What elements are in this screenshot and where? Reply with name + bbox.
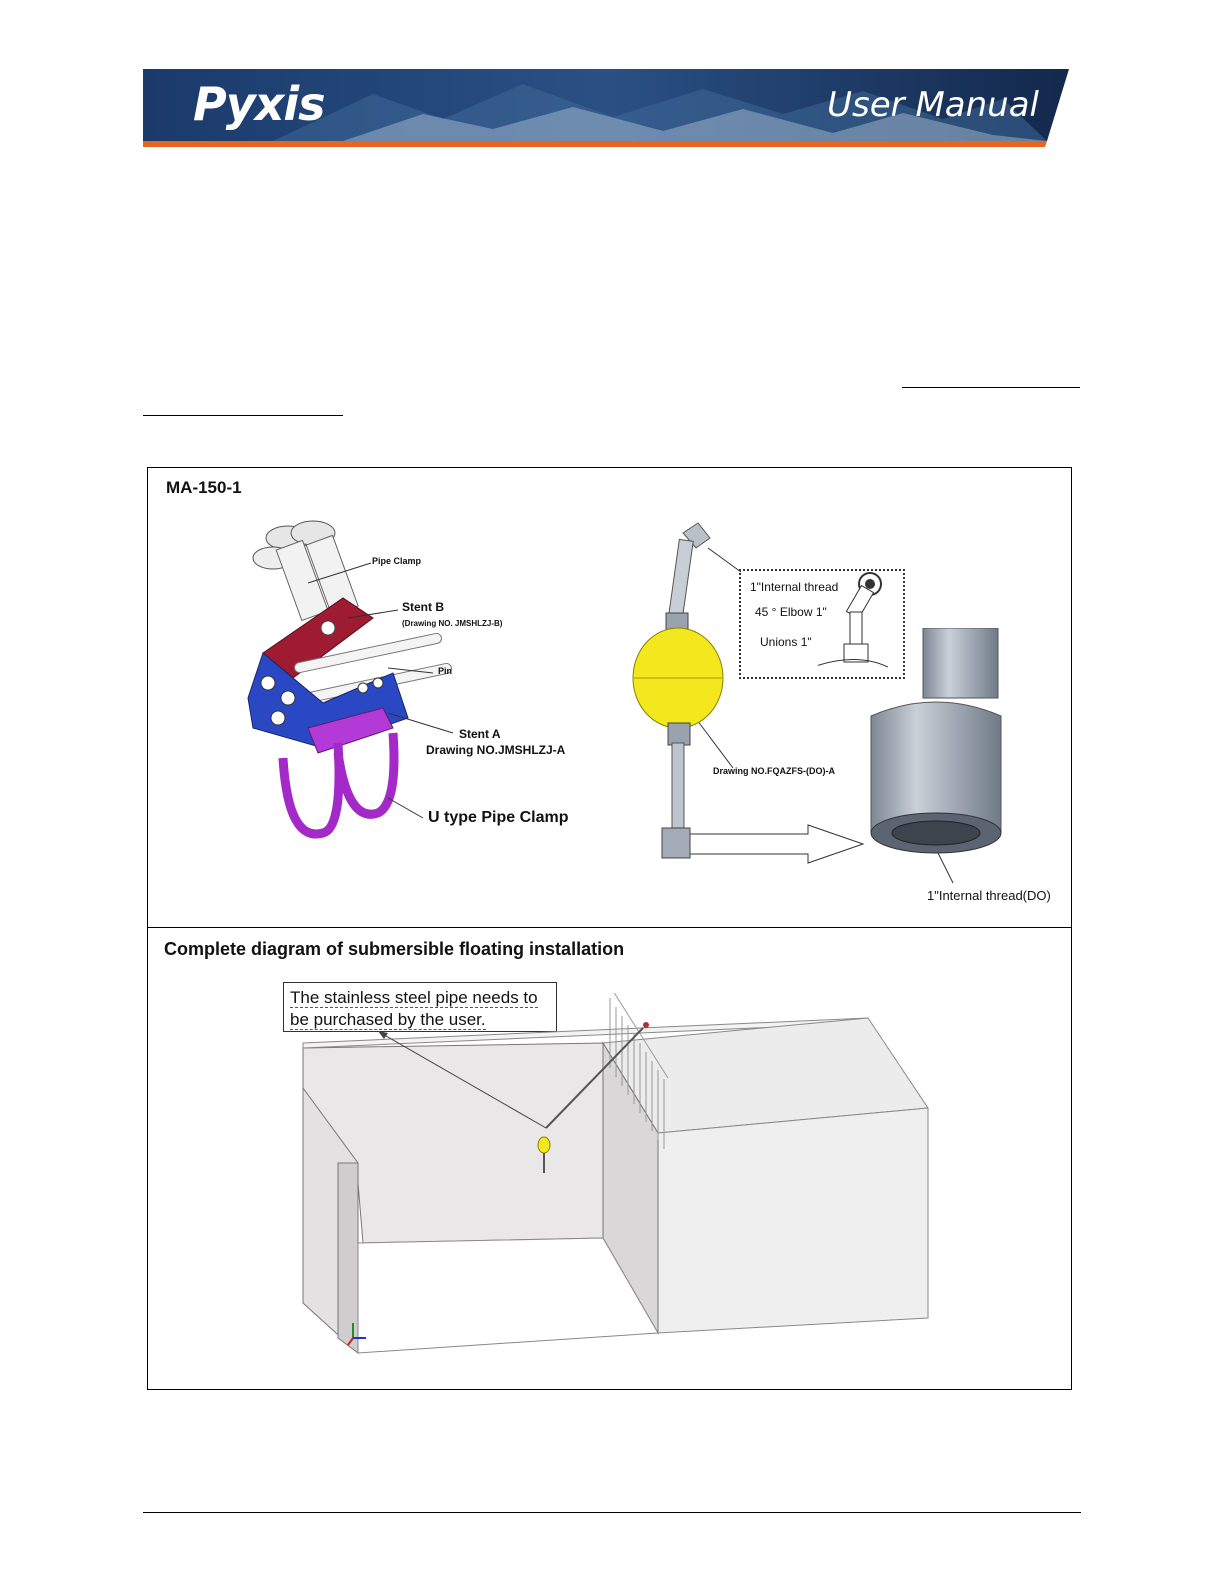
- label-stent-a: Stent A: [459, 727, 501, 741]
- float-assembly-illustration: [618, 518, 738, 868]
- label-internal-thread-top: 1"Internal thread: [750, 580, 839, 594]
- installation-title: Complete diagram of submersible floating installation: [164, 939, 625, 959]
- label-pin: Pin: [438, 666, 453, 676]
- label-u-clamp: U type Pipe Clamp: [428, 809, 569, 826]
- footer-rule: [143, 1512, 1081, 1513]
- label-internal-thread-do: 1"Internal thread(DO): [927, 888, 1051, 903]
- note-line-1: The stainless steel pipe needs to: [290, 988, 538, 1007]
- label-elbow: 45 ° Elbow 1": [755, 605, 827, 619]
- label-unions: Unions 1": [760, 635, 812, 649]
- header-banner: [143, 69, 1081, 149]
- label-stent-a-drawing: Drawing NO.JMSHLZJ-A: [426, 743, 566, 757]
- label-stent-b-drawing: (Drawing NO. JMSHLZJ-B): [402, 619, 503, 628]
- label-pipe-clamp: Pipe Clamp: [372, 556, 422, 566]
- model-title: MA-150-1: [166, 478, 242, 497]
- do-fitting-illustration: [866, 628, 1026, 863]
- link-underline-1[interactable]: [902, 387, 1080, 388]
- brand-logo: Pyxis: [193, 77, 325, 131]
- link-underline-2[interactable]: [143, 415, 343, 416]
- installation-figure: [147, 467, 1072, 1390]
- label-stent-b: Stent B: [402, 600, 444, 614]
- section-divider: [148, 927, 1071, 928]
- manual-title: User Manual: [827, 85, 1039, 125]
- tank-installation-diagram: [298, 993, 938, 1378]
- label-float-drawing: Drawing NO.FQAZFS-(DO)-A: [713, 766, 835, 776]
- note-line-2: be purchased by the user.: [290, 1010, 486, 1029]
